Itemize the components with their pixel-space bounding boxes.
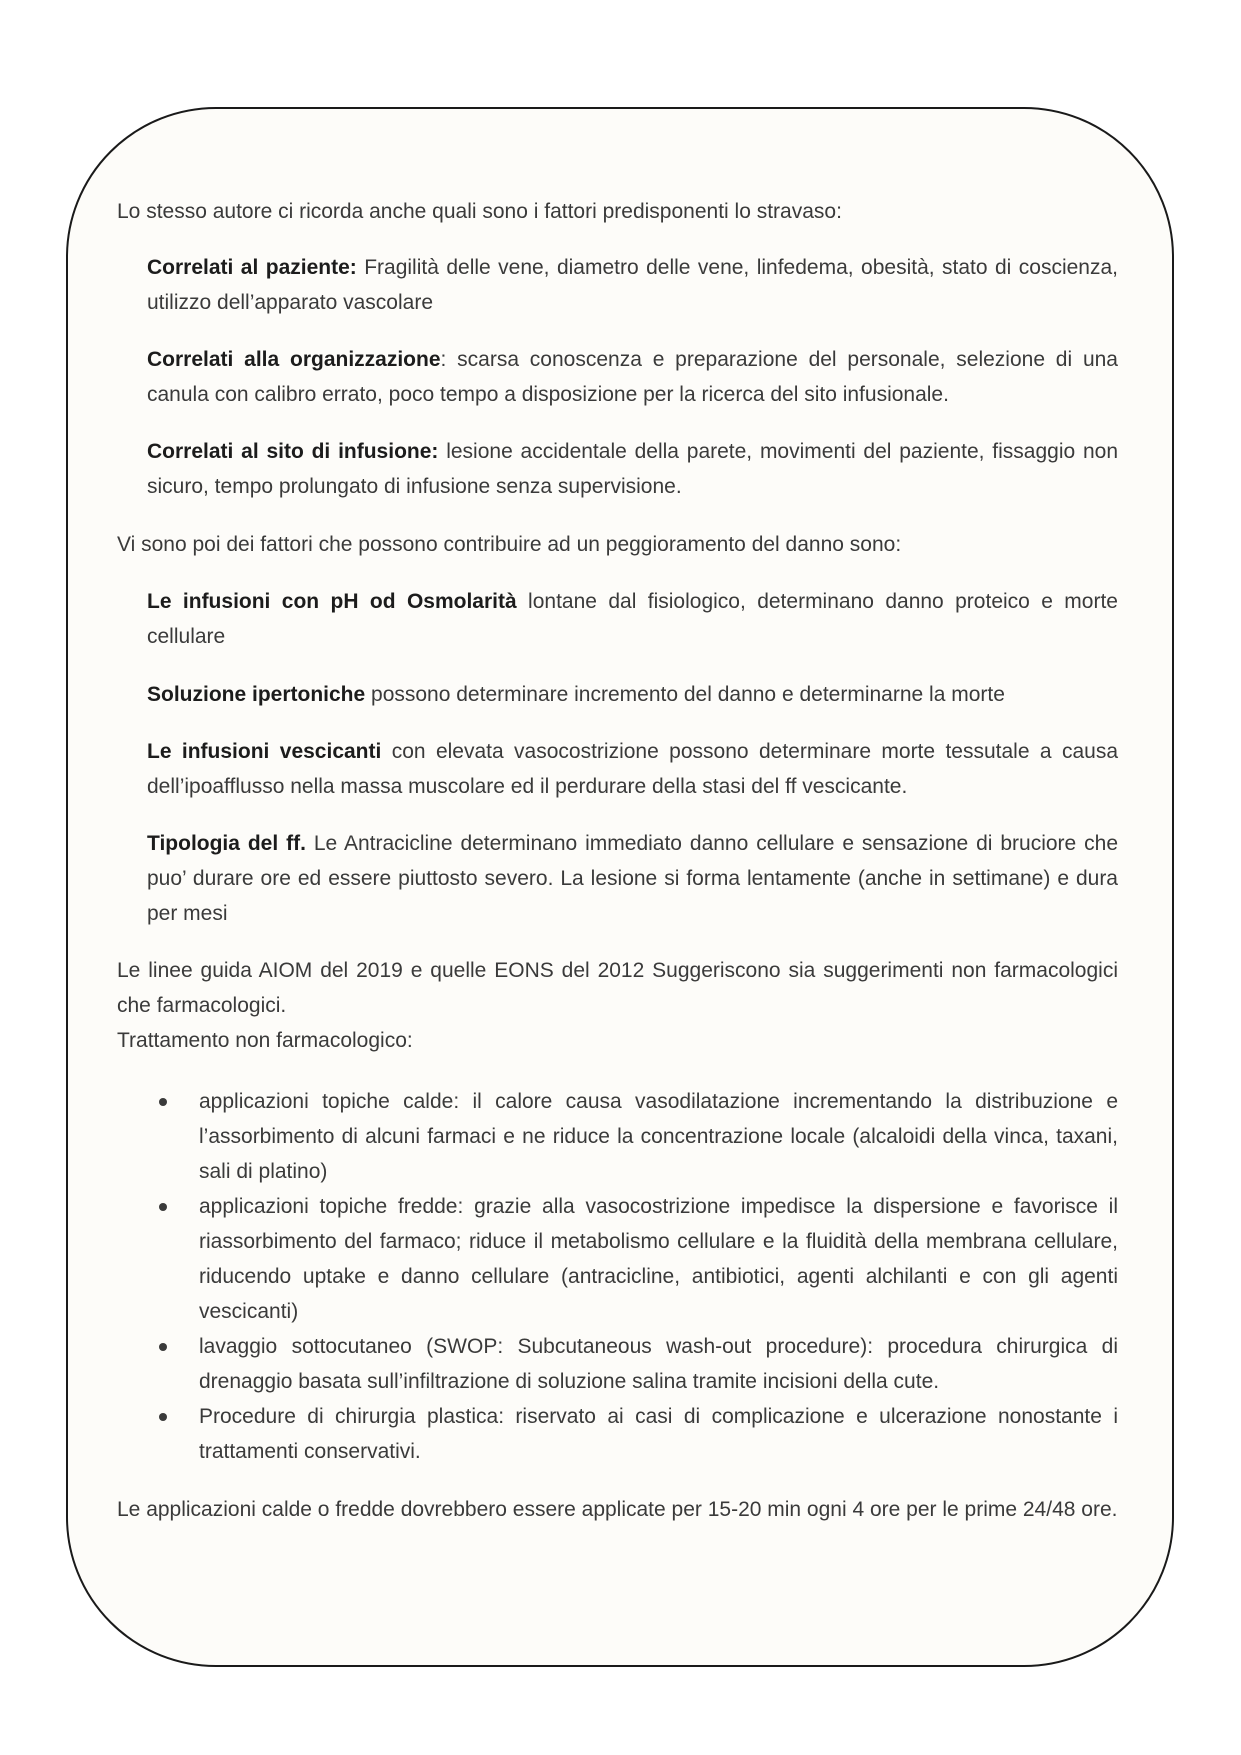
- bullet-icon: [159, 1203, 167, 1211]
- list-item-text: lavaggio sottocutaneo (SWOP: Subcutaneous wash-out procedure): procedura chirurgica di drenaggio basata sull’infiltrazione di soluzione salina tramite incisioni della cute.: [199, 1335, 1118, 1393]
- factor-text: : scarsa conoscenza e preparazione del personale, selezione di una canula con calibro errato, poco tempo a disposizione per la ricerca del sito infusionale.: [147, 348, 1118, 406]
- factor-label: Le infusioni vescicanti: [147, 740, 382, 763]
- list-item: [117, 1329, 1118, 1399]
- factor-infusion-site: [117, 434, 1118, 504]
- factor-text: Fragilità delle vene, diametro delle vene, linfedema, obesità, stato di coscienza, utilizzo dell’apparato vascolare: [147, 256, 1118, 314]
- factor-text: possono determinare incremento del danno e determinarne la morte: [365, 683, 1005, 706]
- factor-label: Le infusioni con pH od Osmolarità: [147, 590, 517, 613]
- list-item-text: applicazioni topiche fredde: grazie alla vasocostrizione impedisce la dispersione e favorisce il riassorbimento del farmaco; riduce il metabolismo cellulare e la fluidità della membrana cellulare, riducendo uptake e danno cellulare (antracicline, antibiotici, agenti alchilanti e con gli agenti vescicanti): [199, 1195, 1118, 1323]
- intro-paragraph: Lo stesso autore ci ricorda anche quali sono i fattori predisponenti lo stravaso:: [117, 200, 842, 223]
- bullet-icon: [159, 1343, 167, 1351]
- bullet-icon: [159, 1413, 167, 1421]
- list-item: [117, 1399, 1118, 1469]
- closing-paragraph: Le applicazioni calde o fredde dovrebbero essere applicate per 15-20 min ogni 4 ore per le prime 24/48 ore.: [117, 1498, 1118, 1521]
- document-body: [117, 194, 1118, 1527]
- non-pharma-heading: Trattamento non farmacologico:: [117, 1029, 413, 1052]
- factor-label: Correlati alla organizzazione: [147, 348, 441, 371]
- factor-text: Le Antracicline determinano immediato danno cellulare e sensazione di bruciore che puo’ durare ore ed essere piuttosto severo. La lesione si forma lentamente (anche in settimane) e dura per mesi: [147, 832, 1118, 925]
- factor-text: lesione accidentale della parete, movimenti del paziente, fissaggio non sicuro, tempo prolungato di infusione senza supervisione.: [147, 440, 1119, 498]
- list-item: [117, 1084, 1118, 1189]
- list-item-text: applicazioni topiche calde: il calore causa vasodilatazione incrementando la distribuzione e l’assorbimento di alcuni farmaci e ne riduce la concentrazione locale (alcaloidi della vinca, taxani, sali di platino): [199, 1090, 1118, 1183]
- list-item-text: Procedure di chirurgia plastica: riservato ai casi di complicazione e ulcerazione nonostante i trattamenti conservativi.: [199, 1405, 1118, 1463]
- worsening-ph-osmolarity: [117, 584, 1118, 654]
- worsening-hypertonic: [117, 677, 1118, 712]
- factor-patient: [117, 250, 1118, 320]
- guidelines-paragraph: Le linee guida AIOM del 2019 e quelle EONS del 2012 Suggeriscono sia suggerimenti non farmacologici che farmacologici.: [117, 959, 1118, 1017]
- list-item: [117, 1189, 1118, 1329]
- factor-text: con elevata vasocostrizione possono determinare morte tessutale a causa dell’ipoafflusso nella massa muscolare ed il perdurare della stasi del ff vescicante.: [147, 740, 1118, 798]
- worsening-vesicant: [117, 734, 1118, 804]
- treatment-list: [117, 1084, 1118, 1469]
- factor-label: Correlati al paziente:: [147, 256, 357, 279]
- factor-organization: [117, 342, 1118, 412]
- factor-label: Soluzione ipertoniche: [147, 683, 366, 706]
- bullet-icon: [159, 1098, 167, 1106]
- factor-label: Correlati al sito di infusione:: [147, 440, 439, 463]
- worsening-drug-type: [117, 826, 1118, 931]
- worsening-intro-paragraph: Vi sono poi dei fattori che possono contribuire ad un peggioramento del danno sono:: [117, 533, 902, 556]
- factor-label: Tipologia del ff.: [147, 832, 306, 855]
- factor-text: lontane dal fisiologico, determinano danno proteico e morte cellulare: [147, 590, 1118, 648]
